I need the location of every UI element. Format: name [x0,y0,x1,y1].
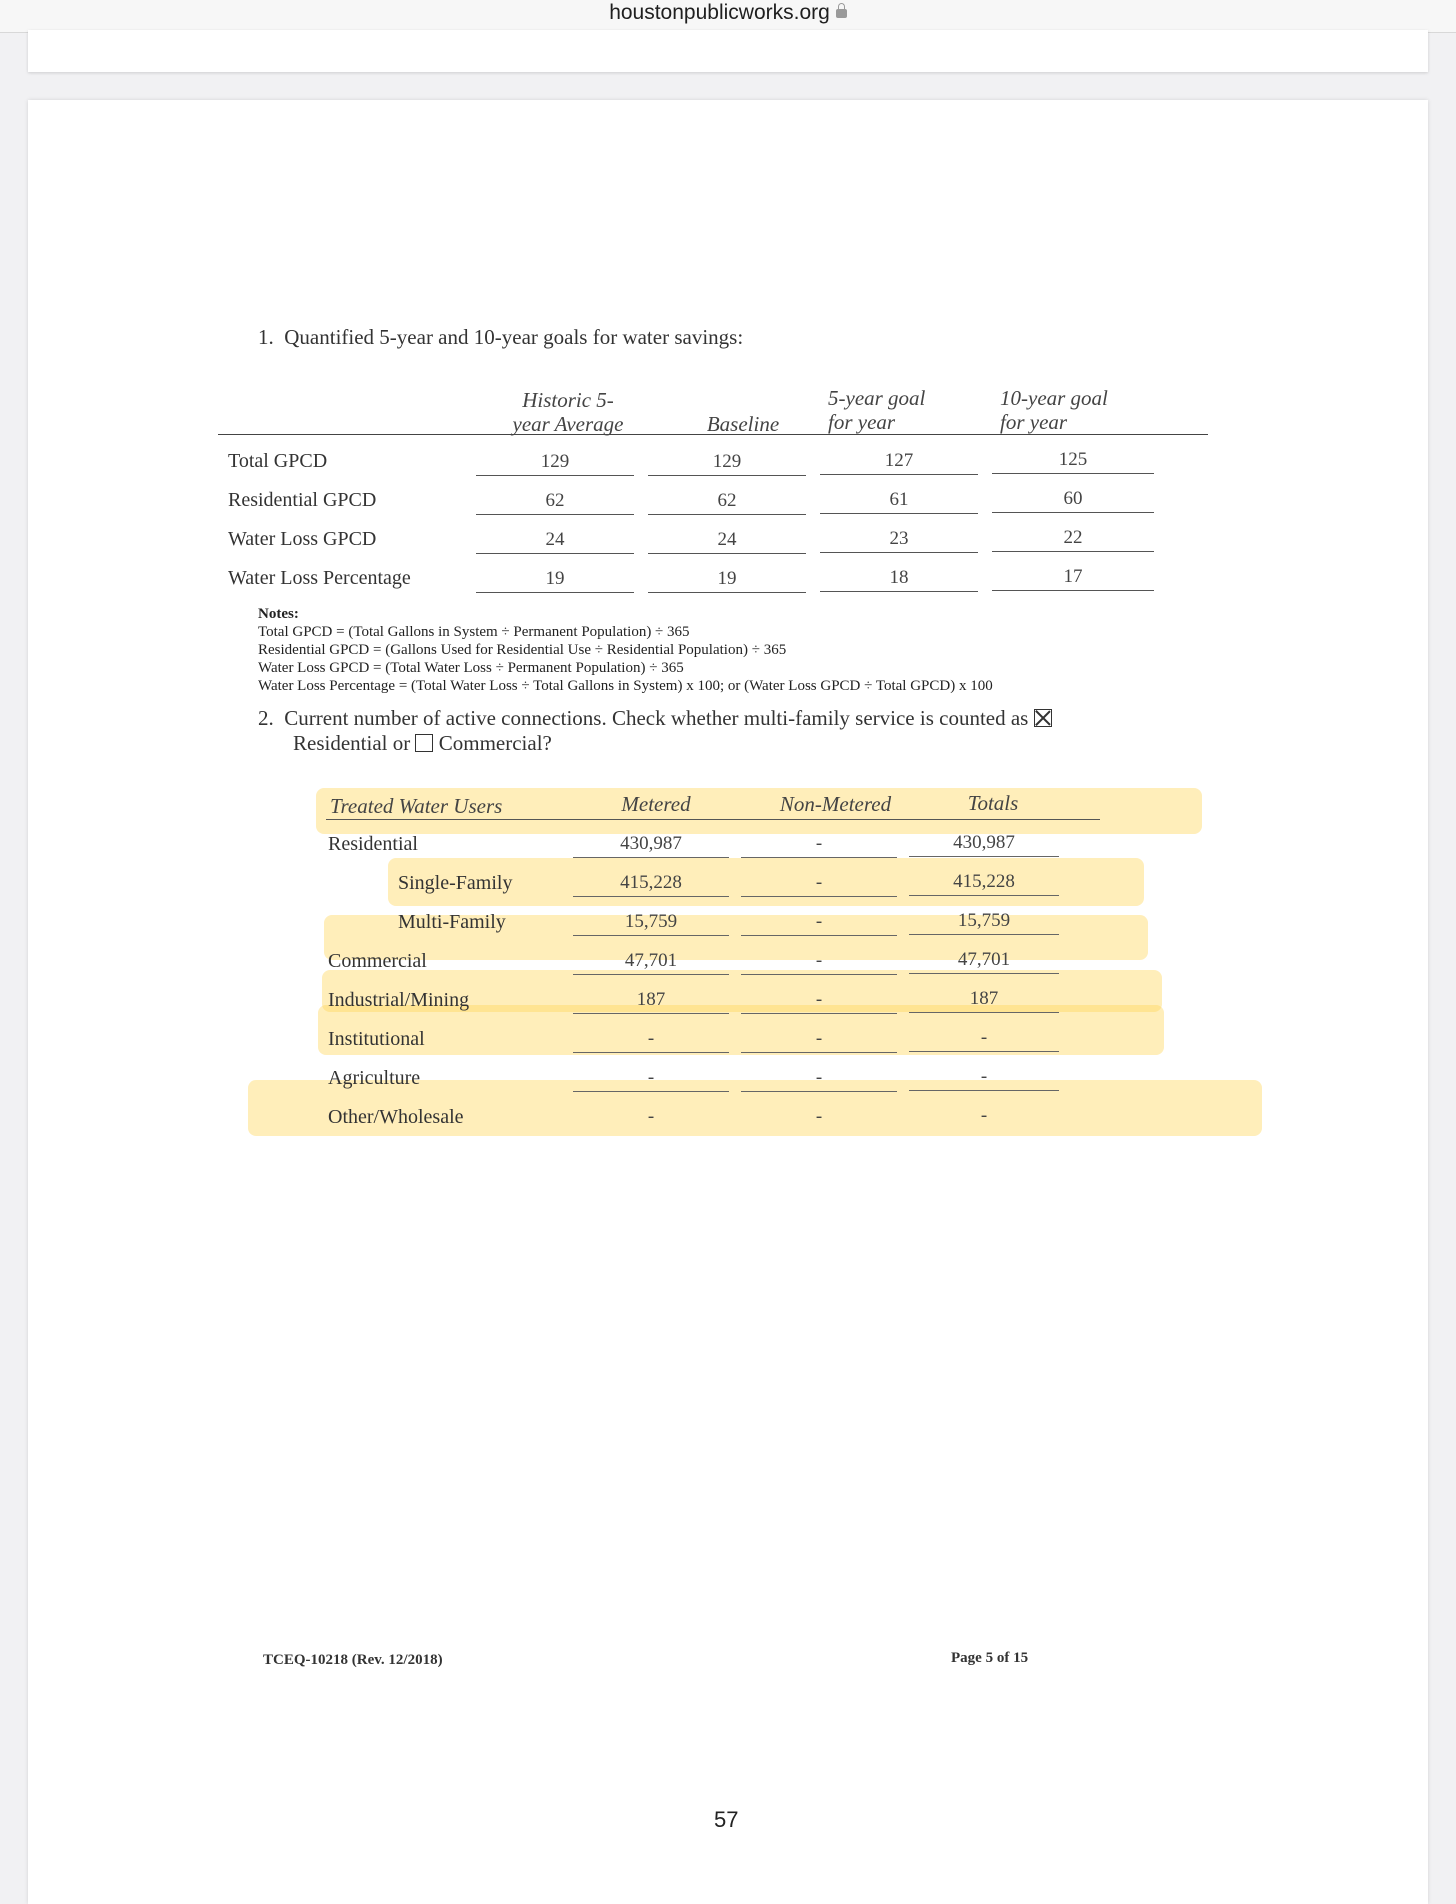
metered-cell: 187 [573,987,729,1014]
totals-cell: 430,987 [909,830,1059,857]
totals-cell: 415,228 [909,869,1059,896]
goal-cell: 62 [476,488,634,515]
metered-cell: - [573,1065,729,1092]
totals-cell: - [909,1025,1059,1052]
header-non-metered: Non-Metered [779,792,892,816]
header-rule [628,434,1208,435]
user-row-label: Residential [328,833,418,855]
user-row-label: Multi-Family [398,911,506,933]
goal-cell: 127 [820,448,978,475]
document-page [28,100,1428,1904]
note-line: Water Loss GPCD = (Total Water Loss ÷ Permanent Population) ÷ 365 [258,660,684,676]
row-label: Water Loss Percentage [228,567,411,589]
metered-cell: 415,228 [573,870,729,897]
goal-cell: 19 [476,566,634,593]
non-metered-cell: - [741,831,897,858]
header-totals: Totals [967,791,1019,815]
notes-block [258,605,993,695]
row-label: Total GPCD [228,450,328,472]
non-metered-cell: - [741,1026,897,1053]
header-baseline: Baseline [706,412,780,436]
note-line: Water Loss Percentage = (Total Water Loss ÷ Total Gallons in System) x 100; or (Water Loss GPCD ÷ Total GPCD) x 100 [258,678,993,694]
goal-cell: 60 [992,486,1154,513]
note-line: Total GPCD = (Total Gallons in System ÷ Permanent Population) ÷ 365 [258,624,690,640]
user-row-label: Agriculture [328,1067,421,1089]
header-rule [326,819,1100,820]
goal-cell: 18 [820,565,978,592]
totals-cell: 47,701 [909,947,1059,974]
commercial-option-label: Commercial? [438,731,552,755]
row-label: Residential GPCD [228,489,377,511]
commercial-checkbox[interactable] [415,734,433,752]
pdf-page-number: 57 [714,1807,739,1832]
totals-cell: 187 [909,986,1059,1013]
notes-title: Notes: [258,606,299,622]
non-metered-cell: - [741,948,897,975]
note-line: Residential GPCD = (Gallons Used for Residential Use ÷ Residential Population) ÷ 365 [258,642,787,658]
metered-cell: 15,759 [573,909,729,936]
totals-cell: - [909,1064,1059,1091]
goal-cell: 24 [476,527,634,554]
section2-question-line1: 2. Current number of active connections. Check whether multi-family service is counted as [258,706,1029,730]
non-metered-cell: - [815,1106,823,1127]
metered-cell: 430,987 [573,831,729,858]
goal-cell: 129 [476,449,634,476]
non-metered-cell: - [741,909,897,936]
residential-checkbox[interactable] [1034,709,1052,727]
goal-cell: 22 [992,525,1154,552]
user-row-label: Single-Family [398,872,513,894]
residential-option-label: Residential or [293,731,411,755]
lock-icon [836,9,847,18]
header-10yr-goal: 10-year goal for year [1000,386,1108,434]
header-treated-water-users: Treated Water Users [330,794,503,818]
page-label: Page 5 of 15 [951,1650,1029,1666]
goal-cell: 23 [820,526,978,553]
user-row-label: Other/Wholesale [328,1106,464,1128]
goal-cell: 125 [992,447,1154,474]
non-metered-cell: - [741,1065,897,1092]
header-historic: Historic 5- year Average [512,388,624,436]
goal-cell: 62 [648,488,806,515]
user-row-label: Commercial [328,950,427,972]
non-metered-cell: - [741,987,897,1014]
row-label: Water Loss GPCD [228,528,377,550]
header-metered: Metered [621,792,691,816]
non-metered-cell: - [741,870,897,897]
browser-url-bar[interactable] [0,0,1456,33]
metered-cell: - [647,1106,655,1127]
goal-cell: 19 [648,566,806,593]
metered-cell: - [573,1026,729,1053]
section2-question [258,706,1052,756]
totals-cell: - [980,1105,988,1126]
section1-question: 1. Quantified 5-year and 10-year goals for water savings: [258,325,744,349]
previous-page-edge [28,30,1428,72]
user-row-label: Industrial/Mining [328,989,470,1011]
header-rule [218,434,628,435]
goal-cell: 129 [648,449,806,476]
goal-cell: 24 [648,527,806,554]
goal-cell: 17 [992,564,1154,591]
totals-cell: 15,759 [909,908,1059,935]
metered-cell: 47,701 [573,948,729,975]
form-id: TCEQ-10218 (Rev. 12/2018) [263,1652,443,1668]
user-row-label: Institutional [328,1028,425,1050]
header-5yr-goal: 5-year goal for year [828,386,926,434]
url-text[interactable]: houstonpublicworks.org [609,1,830,24]
goal-cell: 61 [820,487,978,514]
